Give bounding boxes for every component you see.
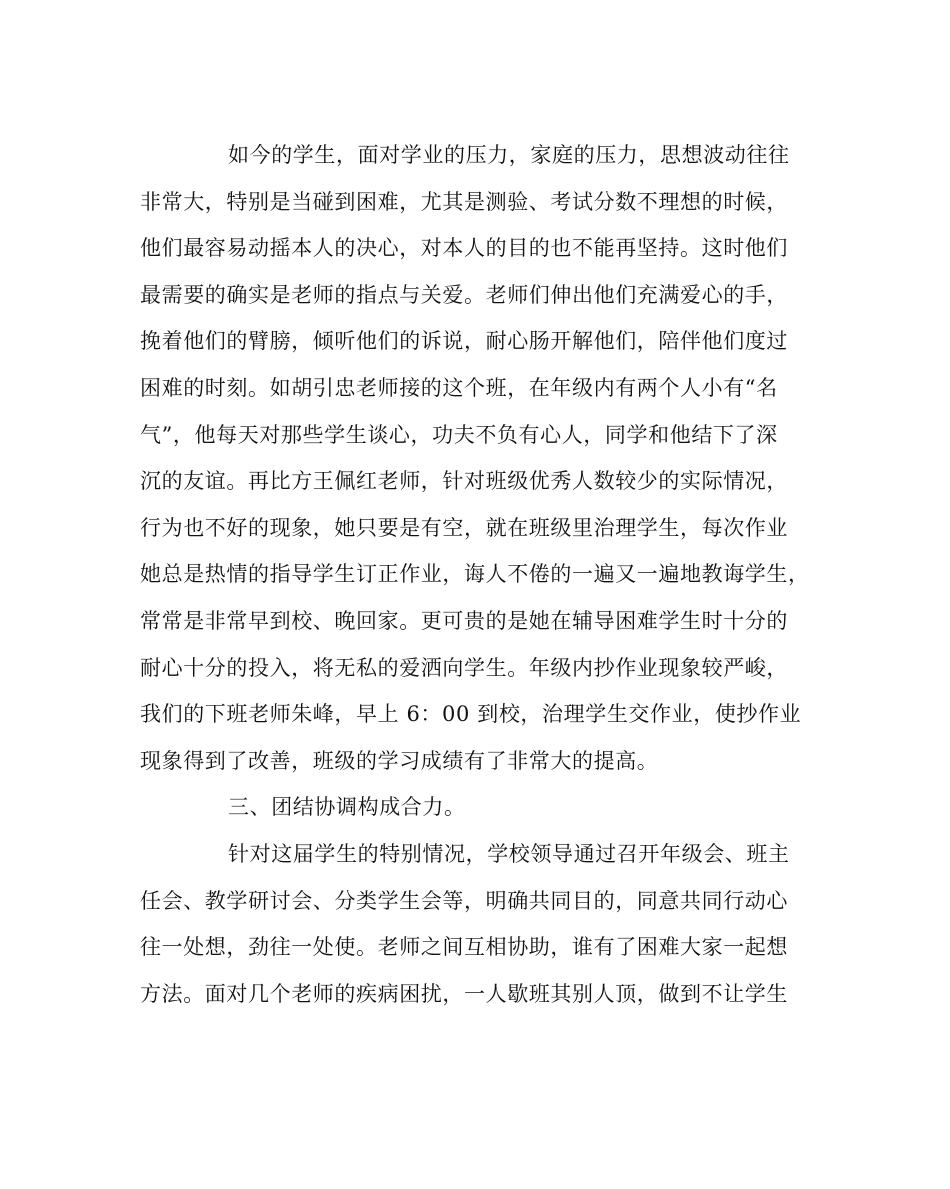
paragraph-line: 针对这届学生的特别情况，学校领导通过召开年级会、班主 xyxy=(228,841,790,866)
paragraph-line: 我们的下班老师朱峰，早上 6：00 到校，治理学生交作业，使抄作业 xyxy=(140,702,802,727)
paragraph-line: 现象得到了改善，班级的学习成绩有了非常大的提高。 xyxy=(140,748,659,773)
paragraph-line: 方法。面对几个老师的疾病困扰，一人歇班其别人顶，做到不让学生 xyxy=(140,981,788,1006)
body-text xyxy=(140,132,820,1017)
paragraph-line: 沉的友谊。再比方王佩红老师，针对班级优秀人数较少的实际情况， xyxy=(140,469,788,494)
paragraph-line: 她总是热情的指导学生订正作业，诲人不倦的一遍又一遍地教诲学生， xyxy=(140,562,810,587)
paragraph-line: 耐心十分的投入，将无私的爱洒向学生。年级内抄作业现象较严峻， xyxy=(140,655,788,680)
paragraph-line: 最需要的确实是老师的指点与关爱。老师们伸出他们充满爱心的手， xyxy=(140,282,788,307)
paragraph-line: 行为也不好的现象，她只要是有空，就在班级里治理学生，每次作业 xyxy=(140,515,788,540)
paragraph-line: 挽着他们的臂膀，倾听他们的诉说，耐心肠开解他们，陪伴他们度过 xyxy=(140,329,788,354)
paragraph-line: 任会、教学研讨会、分类学生会等，明确共同目的，同意共同行动心 xyxy=(140,888,788,913)
paragraph-line: 困难的时刻。如胡引忠老师接的这个班，在年级内有两个人小有“名 xyxy=(140,375,778,400)
paragraph-line: 非常大，特别是当碰到困难，尤其是测验、考试分数不理想的时候， xyxy=(140,189,788,214)
paragraph-line: 他们最容易动摇本人的决心，对本人的目的也不能再坚持。这时他们 xyxy=(140,236,788,261)
paragraph-line: 往一处想，劲往一处使。老师之间互相协助，谁有了困难大家一起想 xyxy=(140,935,788,960)
paragraph-line: 如今的学生，面对学业的压力，家庭的压力，思想波动往往 xyxy=(228,143,790,167)
paragraph-line: 常常是非常早到校、晚回家。更可贵的是她在辅导困难学生时十分的 xyxy=(140,608,788,633)
section-heading: 三、团结协调构成合力。 xyxy=(228,795,466,820)
paragraph-line: 气”，他每天对那些学生谈心，功夫不负有心人，同学和他结下了深 xyxy=(140,422,778,447)
